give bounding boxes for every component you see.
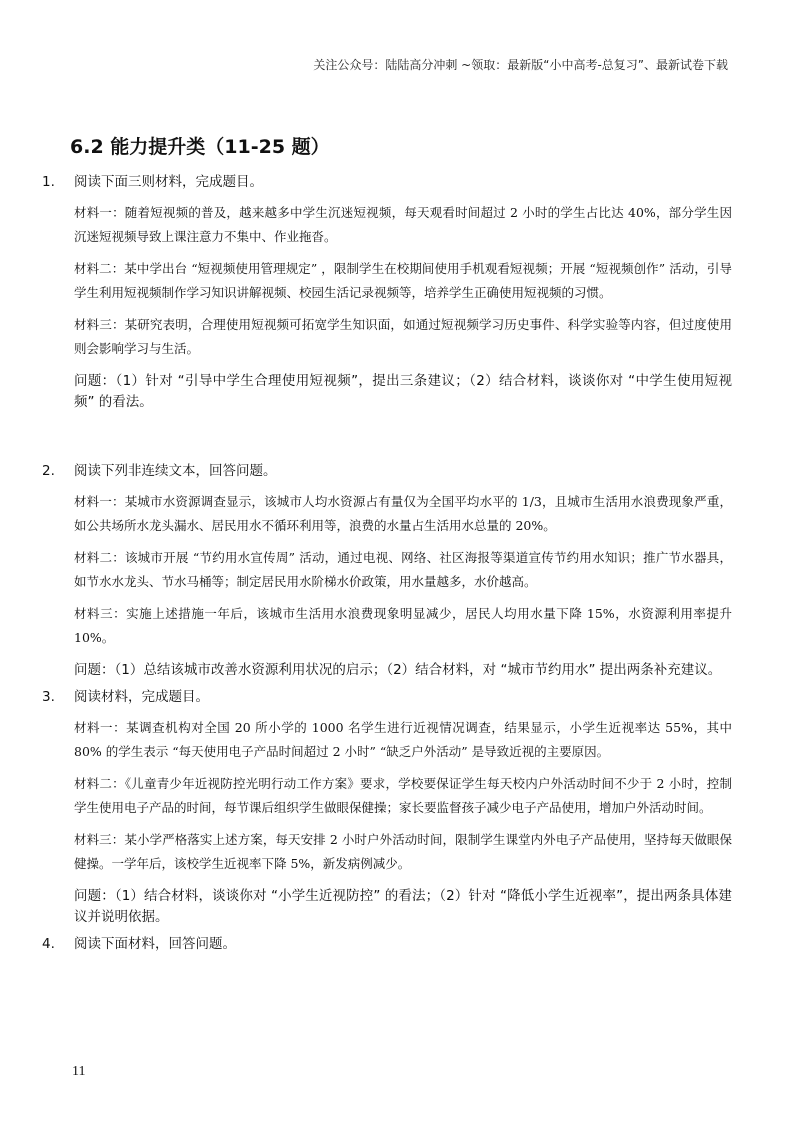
material-paragraph: 材料三：实施上述措施一年后，该城市生活用水浪费现象明显减少，居民人均用水量下降 15%，水资源利用率提升 10%。 xyxy=(74,606,732,645)
question-prompt: 问题：（1）总结该城市改善水资源利用状况的启示；（2）结合材料，对 “城市节约用水” 提出两条补充建议。 xyxy=(74,662,722,678)
question-list xyxy=(42,172,732,955)
question-lead-row xyxy=(42,172,732,193)
question-number: 4. xyxy=(42,936,55,952)
question-1 xyxy=(42,172,732,413)
question-3 xyxy=(42,687,732,928)
material-paragraph: 材料一：随着短视频的普及，越来越多中学生沉迷短视频，每天观看时间超过 2 小时的学生占比达 40%，部分学生因沉迷短视频导致上课注意力不集中、作业拖沓。 xyxy=(74,205,732,244)
question-lead-row xyxy=(42,934,732,955)
question-lead-row xyxy=(42,461,732,482)
question-lead: 阅读下面材料，回答问题。 xyxy=(74,936,236,952)
question-2 xyxy=(42,461,732,681)
material-paragraph: 材料三：某小学严格落实上述方案，每天安排 2 小时户外活动时间，限制学生课堂内外电子产品使用，坚持每天做眼保健操。一学年后，该校学生近视率下降 5%，新发病例减少。 xyxy=(74,832,732,871)
question-4 xyxy=(42,934,732,955)
material-paragraph: 材料三：某研究表明，合理使用短视频可拓宽学生知识面，如通过短视频学习历史事件、科学实验等内容，但过度使用则会影响学习与生活。 xyxy=(74,317,732,356)
material-paragraph: 材料二：《儿童青少年近视防控光明行动工作方案》要求，学校要保证学生每天校内户外活动时间不少于 2 小时，控制学生使用电子产品的时间，每节课后组织学生做眼保健操；家长要监督孩子减少电子产品使用，增加户外活动时间。 xyxy=(74,776,732,815)
material-paragraph: 材料一：某调查机构对全国 20 所小学的 1000 名学生进行近视情况调查，结果显示，小学生近视率达 55%，其中 80% 的学生表示 “每天使用电子产品时间超过 2 小时” “缺乏户外活动” 是导致近视的主要原因。 xyxy=(74,720,732,759)
question-lead-row xyxy=(42,687,732,708)
question-lead: 阅读下面三则材料，完成题目。 xyxy=(74,174,263,190)
question-lead: 阅读下列非连续文本，回答问题。 xyxy=(74,463,277,479)
question-number: 2. xyxy=(42,463,55,479)
question-lead: 阅读材料，完成题目。 xyxy=(74,689,209,705)
question-prompt: 问题：（1）结合材料，谈谈你对 “小学生近视防控” 的看法；（2）针对 “降低小学生近视率”，提出两条具体建议并说明依据。 xyxy=(74,888,732,925)
material-paragraph: 材料一：某城市水资源调查显示，该城市人均水资源占有量仅为全国平均水平的 1/3，且城市生活用水浪费现象严重，如公共场所水龙头漏水、居民用水不循环利用等，浪费的水量占生活用水总量的 20%。 xyxy=(74,494,732,533)
material-paragraph: 材料二：该城市开展 “节约用水宣传周” 活动，通过电视、网络、社区海报等渠道宣传节约用水知识；推广节水器具，如节水水龙头、节水马桶等；制定居民用水阶梯水价政策，用水量越多，水价越高。 xyxy=(74,550,732,589)
page-header: 关注公众号：陆陆高分冲刺 ~领取：最新版“小中高考-总复习”、最新试卷下载 xyxy=(313,58,728,72)
page-number: 11 xyxy=(72,1064,86,1079)
question-number: 1. xyxy=(42,174,55,190)
material-paragraph: 材料二：某中学出台 “短视频使用管理规定” ，限制学生在校期间使用手机观看短视频；开展 “短视频创作” 活动，引导学生利用短视频制作学习知识讲解视频、校园生活记录视频等，培养学生正确使用短视频的习惯。 xyxy=(74,261,732,300)
spacer xyxy=(42,413,732,461)
section-title: 6.2 能力提升类（11-25 题） xyxy=(70,136,330,158)
question-prompt: 问题：（1）针对 “引导中学生合理使用短视频”，提出三条建议；（2）结合材料，谈谈你对 “中学生使用短视频” 的看法。 xyxy=(74,373,732,410)
question-number: 3. xyxy=(42,689,55,705)
